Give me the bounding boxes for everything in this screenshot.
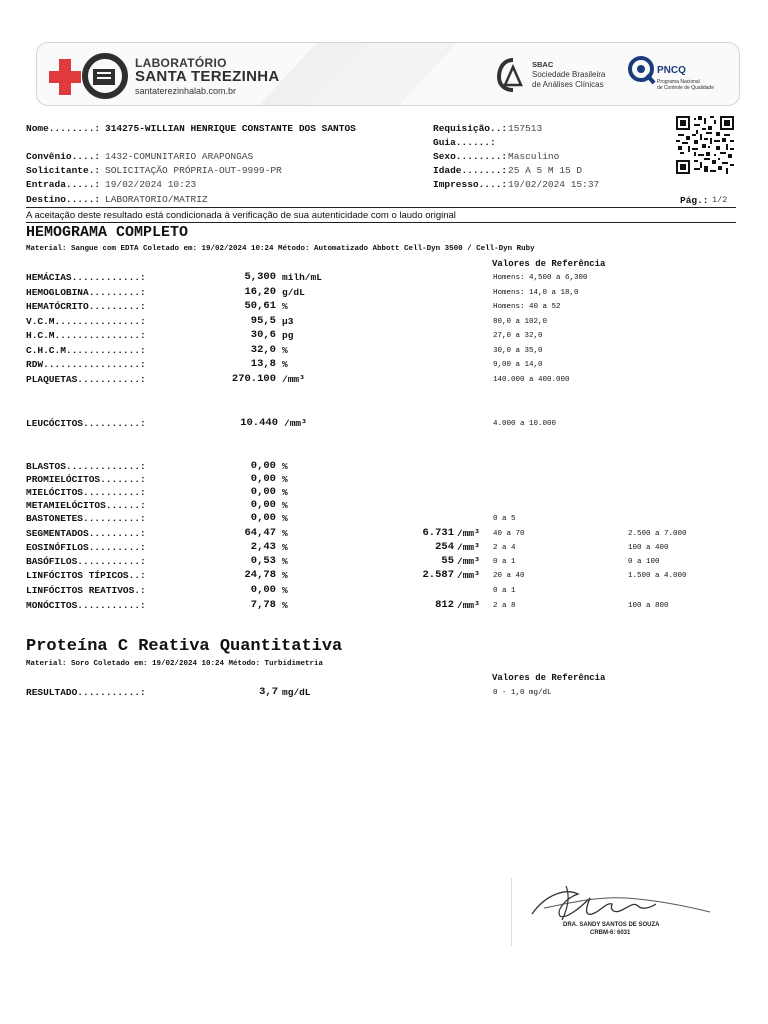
divider-notice [26, 222, 736, 223]
destino-value: LABORATORIO/MATRIZ [105, 194, 208, 205]
test-reference: 2 a 8 [493, 602, 516, 610]
test-reference: Homens: 40 a 52 [493, 303, 561, 311]
signatory-name: DRA. SANDY SANTOS DE SOUZA [563, 922, 660, 928]
test-value: 24,78 [244, 569, 276, 581]
test-absolute-reference: 2.500 a 7.000 [628, 530, 687, 538]
authenticity-notice: A aceitação deste resultado está condicionada à verificação de sua autenticidade com o laudo original [26, 210, 456, 221]
test-unit: % [282, 542, 288, 553]
header-banner [36, 42, 740, 106]
test-unit: µ3 [282, 316, 294, 327]
test-reference: 27,0 a 32,0 [493, 332, 543, 340]
entrada-label: Entrada.....: [26, 179, 101, 190]
test-unit: /mm³ [282, 374, 305, 385]
test-reference: 0 a 5 [493, 515, 516, 523]
sexo-label: Sexo........: [433, 151, 508, 162]
pcr-title: Proteína C Reativa Quantitativa [26, 637, 343, 656]
test-name: BASÓFILOS...........: [26, 556, 146, 567]
test-name: BASTONETES..........: [26, 513, 146, 524]
leucocitos-ref: 4.000 a 10.000 [493, 420, 557, 428]
test-name: LINFÓCITOS TÍPICOS..: [26, 570, 146, 581]
leucocitos-name: LEUCÓCITOS..........: [26, 418, 146, 429]
test-absolute-reference: 100 a 400 [628, 544, 669, 552]
test-unit: % [282, 570, 288, 581]
qr-code-icon [676, 116, 734, 174]
test-name: RDW.................: [26, 359, 146, 370]
test-unit: g/dL [282, 287, 305, 298]
requisicao-value: 157513 [508, 123, 543, 134]
leucocitos-value: 10.440 [240, 417, 278, 429]
test-value: 64,47 [244, 527, 276, 539]
hemograma-title: HEMOGRAMA COMPLETO [26, 224, 189, 241]
test-unit: % [282, 500, 288, 511]
test-unit: % [282, 359, 288, 370]
test-value: 0,00 [250, 512, 276, 524]
test-value: 0,00 [250, 584, 276, 596]
test-unit: % [282, 461, 288, 472]
test-absolute-unit: /mm³ [457, 570, 480, 581]
test-unit: % [282, 556, 288, 567]
test-value: 0,00 [250, 473, 276, 485]
test-name: LINFÓCITOS REATIVOS.: [26, 585, 146, 596]
pcr-result-name: RESULTADO...........: [26, 687, 146, 698]
convenio-value: 1432-COMUNITARIO ARAPONGAS [105, 151, 254, 162]
test-reference: Homens: 14,0 a 18,0 [493, 289, 579, 297]
idade-value: 25 A 5 M 15 D [508, 165, 583, 176]
nome-label: Nome........: [26, 123, 101, 134]
guia-label: Guia......: [433, 137, 496, 148]
test-absolute-unit: /mm³ [457, 528, 480, 539]
test-value: 13,8 [250, 358, 276, 370]
test-reference: 140.000 a 400.000 [493, 376, 570, 384]
test-name: H.C.M...............: [26, 330, 146, 341]
test-value: 7,78 [250, 599, 276, 611]
pcr-result-value: 3,7 [259, 686, 278, 698]
requisicao-label: Requisição..: [433, 123, 508, 134]
test-name: HEMOGLOBINA.........: [26, 287, 146, 298]
test-unit: % [282, 585, 288, 596]
test-name: HEMÁCIAS............: [26, 272, 146, 283]
test-name: SEGMENTADOS.........: [26, 528, 146, 539]
test-value: 0,00 [250, 460, 276, 472]
test-absolute-value: 254 [435, 541, 454, 553]
destino-label: Destino.....: [26, 194, 101, 205]
convenio-label: Convênio....: [26, 151, 101, 162]
test-value: 30,6 [250, 329, 276, 341]
signatory-crbm: CRBM-6: 6031 [590, 930, 631, 936]
page-number: 1/2 [712, 195, 728, 205]
test-absolute-unit: /mm³ [457, 600, 480, 611]
sbac-line2: de Análises Clínicas [532, 80, 604, 89]
test-absolute-value: 6.731 [422, 527, 454, 539]
test-absolute-unit: /mm³ [457, 556, 480, 567]
solicitante-value: SOLICITAÇÃO PRÓPRIA-OUT-9999-PR [105, 165, 282, 176]
test-value: 0,00 [250, 499, 276, 511]
pcr-result-ref: 0 - 1,0 mg/dL [493, 689, 552, 697]
sbac-line1: Sociedade Brasileira [532, 70, 606, 79]
test-absolute-value: 2.587 [422, 569, 454, 581]
test-reference: Homens: 4,500 a 6,300 [493, 274, 588, 282]
lab-logo-icon [49, 51, 129, 101]
test-value: 95,5 [250, 315, 276, 327]
lab-name-line1: LABORATÓRIO [135, 56, 227, 70]
test-absolute-reference: 100 a 800 [628, 602, 669, 610]
test-reference: 80,0 a 102,0 [493, 318, 548, 326]
test-name: PROMIELÓCITOS.......: [26, 474, 146, 485]
test-unit: % [282, 600, 288, 611]
lab-name-line2: SANTA TEREZINHA [135, 68, 280, 85]
test-name: MONÓCITOS...........: [26, 600, 146, 611]
signature-scribble-icon [526, 884, 712, 924]
test-reference: 0 a 1 [493, 558, 516, 566]
pncq-abbr: PNCQ [657, 65, 686, 76]
test-name: HEMATÓCRITO.........: [26, 301, 146, 312]
test-reference: 20 a 40 [493, 572, 525, 580]
test-unit: % [282, 487, 288, 498]
pncq-logo-icon [627, 55, 657, 87]
test-reference: 30,0 a 35,0 [493, 347, 543, 355]
test-reference: 0 a 1 [493, 587, 516, 595]
test-name: C.H.C.M.............: [26, 345, 146, 356]
entrada-value: 19/02/2024 10:23 [105, 179, 197, 190]
test-name: METAMIELÓCITOS......: [26, 500, 146, 511]
patient-name: 314275-WILLIAN HENRIQUE CONSTANTE DOS SANTOS [105, 123, 356, 134]
test-unit: % [282, 345, 288, 356]
divider-top [26, 207, 736, 208]
test-unit: % [282, 474, 288, 485]
test-unit: pg [282, 330, 294, 341]
test-value: 5,300 [244, 271, 276, 283]
pcr-result-unit: mg/dL [282, 687, 311, 698]
idade-label: Idade.......: [433, 165, 508, 176]
test-absolute-reference: 0 a 100 [628, 558, 660, 566]
test-name: EOSINÓFILOS.........: [26, 542, 146, 553]
solicitante-label: Solicitante.: [26, 165, 101, 176]
test-value: 2,43 [250, 541, 276, 553]
test-unit: % [282, 513, 288, 524]
test-value: 270.100 [231, 373, 276, 385]
test-unit: milh/mL [282, 272, 322, 283]
pcr-material: Material: Soro Coletado em: 19/02/2024 10:24 Método: Turbidimetria [26, 660, 324, 668]
test-unit: % [282, 528, 288, 539]
test-reference: 40 a 70 [493, 530, 525, 538]
sbac-abbr: SBAC [532, 60, 554, 69]
lab-website: santaterezinhalab.com.br [135, 86, 237, 96]
test-absolute-value: 55 [441, 555, 454, 567]
test-value: 16,20 [244, 286, 276, 298]
sexo-value: Masculino [508, 151, 560, 162]
test-unit: % [282, 301, 288, 312]
hemograma-material: Material: Sangue com EDTA Coletado em: 19/02/2024 10:24 Método: Automatizado Abbott Cell-Dyn 3500 / Cell-Dyn Ruby [26, 245, 535, 253]
test-name: PLAQUETAS...........: [26, 374, 146, 385]
pcr-ref-header: Valores de Referência [492, 673, 606, 683]
test-name: BLASTOS.............: [26, 461, 146, 472]
leucocitos-unit: /mm³ [284, 418, 307, 429]
pncq-line1: Programa Nacional [657, 79, 700, 85]
impresso-label: Impresso....: [433, 179, 508, 190]
test-reference: 9,00 a 14,0 [493, 361, 543, 369]
test-reference: 2 a 4 [493, 544, 516, 552]
pncq-line2: de Controle de Qualidade [657, 85, 714, 91]
test-absolute-value: 812 [435, 599, 454, 611]
test-value: 0,00 [250, 486, 276, 498]
impresso-value: 19/02/2024 15:37 [508, 179, 600, 190]
test-value: 50,61 [244, 300, 276, 312]
hemograma-ref-header: Valores de Referência [492, 259, 606, 269]
signature-divider [511, 878, 512, 946]
test-absolute-unit: /mm³ [457, 542, 480, 553]
page-label: Pág.: [680, 195, 709, 206]
test-name: MIELÓCITOS..........: [26, 487, 146, 498]
test-value: 32,0 [250, 344, 276, 356]
test-value: 0,53 [250, 555, 276, 567]
sbac-logo-icon [497, 57, 529, 93]
test-name: V.C.M...............: [26, 316, 146, 327]
test-absolute-reference: 1.500 a 4.000 [628, 572, 687, 580]
